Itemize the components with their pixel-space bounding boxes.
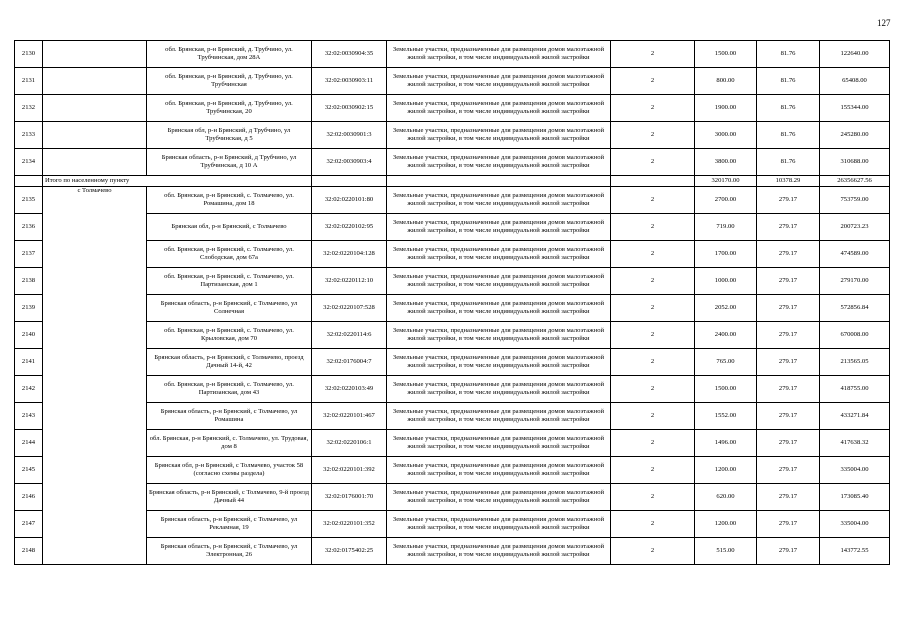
rate-cell: 279.17 [757, 187, 820, 214]
cadastral-value-cell: 418755.00 [820, 376, 890, 403]
cadastral-value-cell: 572856.84 [820, 295, 890, 322]
cadastral-number-cell: 32:02:0220112:10 [312, 268, 387, 295]
cadastral-value-cell: 122640.00 [820, 41, 890, 68]
subtotal-area: 320170.00 [695, 176, 757, 187]
cadastral-number-cell: 32:02:0030902:15 [312, 95, 387, 122]
area-cell: 620.00 [695, 484, 757, 511]
address-cell: обл. Брянская, р-н Брянский, д. Трубчино, ул. Трубчинская, дом 28А [147, 41, 312, 68]
area-cell: 1900.00 [695, 95, 757, 122]
cadastral-number-cell: 32:02:0220102:95 [312, 214, 387, 241]
row-number: 2140 [15, 322, 43, 349]
purpose-cell: Земельные участки, предназначенные для размещения домов малоэтажной жилой застройки, в том числе индивидуальной жилой застройки [387, 68, 611, 95]
rate-cell: 279.17 [757, 295, 820, 322]
subtotal-label: Итого по населенному пункту [43, 176, 312, 187]
row-number: 2139 [15, 295, 43, 322]
table-row [15, 538, 890, 565]
subtotal-empty-cell [15, 176, 43, 187]
purpose-cell: Земельные участки, предназначенные для размещения домов малоэтажной жилой застройки, в том числе индивидуальной жилой застройки [387, 295, 611, 322]
cadastral-value-cell: 65408.00 [820, 68, 890, 95]
rate-cell: 279.17 [757, 268, 820, 295]
address-cell: обл. Брянская, р-н Брянский, с. Толмачево, ул. Крыловская, дом 70 [147, 322, 312, 349]
rate-cell: 279.17 [757, 484, 820, 511]
table-row [15, 187, 890, 214]
area-cell: 719.00 [695, 214, 757, 241]
subtotal-value: 26356627.56 [820, 176, 890, 187]
row-number: 2133 [15, 122, 43, 149]
purpose-cell: Земельные участки, предназначенные для размещения домов малоэтажной жилой застройки, в том числе индивидуальной жилой застройки [387, 95, 611, 122]
cadastral-value-cell: 279170.00 [820, 268, 890, 295]
table-row [15, 484, 890, 511]
area-cell: 2700.00 [695, 187, 757, 214]
address-cell: Брянская область, р-н Брянский, с Толмачево, 9-й проезд Дачный 44 [147, 484, 312, 511]
settlement-cell [43, 122, 147, 149]
cadastral-number-cell: 32:02:0220103:49 [312, 376, 387, 403]
row-number: 2142 [15, 376, 43, 403]
cadastral-value-cell: 433271.84 [820, 403, 890, 430]
category-cell: 2 [611, 149, 695, 176]
cadastral-number-cell: 32:02:0176001:70 [312, 484, 387, 511]
cadastral-value-cell: 213565.05 [820, 349, 890, 376]
address-cell: Брянская область, р-н Брянский, с Толмачево, ул Ромашина [147, 403, 312, 430]
address-cell: Брянская область, р-н Брянский, д Трубчино, ул Трубчинская, д 10 А [147, 149, 312, 176]
category-cell: 2 [611, 122, 695, 149]
rate-cell: 81.76 [757, 149, 820, 176]
category-cell: 2 [611, 538, 695, 565]
cadastral-number-cell: 32:02:0220106:1 [312, 430, 387, 457]
purpose-cell: Земельные участки, предназначенные для размещения домов малоэтажной жилой застройки, в том числе индивидуальной жилой застройки [387, 41, 611, 68]
area-cell: 1200.00 [695, 457, 757, 484]
row-number: 2146 [15, 484, 43, 511]
purpose-cell: Земельные участки, предназначенные для размещения домов малоэтажной жилой застройки, в том числе индивидуальной жилой застройки [387, 149, 611, 176]
area-cell: 765.00 [695, 349, 757, 376]
purpose-cell: Земельные участки, предназначенные для размещения домов малоэтажной жилой застройки, в том числе индивидуальной жилой застройки [387, 349, 611, 376]
table-row [15, 41, 890, 68]
category-cell: 2 [611, 511, 695, 538]
subtotal-empty-cell [387, 176, 611, 187]
purpose-cell: Земельные участки, предназначенные для размещения домов малоэтажной жилой застройки, в том числе индивидуальной жилой застройки [387, 376, 611, 403]
area-cell: 3800.00 [695, 149, 757, 176]
purpose-cell: Земельные участки, предназначенные для размещения домов малоэтажной жилой застройки, в том числе индивидуальной жилой застройки [387, 122, 611, 149]
cadastral-value-cell: 335004.00 [820, 511, 890, 538]
address-cell: обл. Брянская, р-н Брянский, с. Толмачево, ул. Слободская, дом 67а [147, 241, 312, 268]
cadastral-number-cell: 32:02:0220101:352 [312, 511, 387, 538]
row-number: 2135 [15, 187, 43, 214]
table-row [15, 457, 890, 484]
purpose-cell: Земельные участки, предназначенные для размещения домов малоэтажной жилой застройки, в том числе индивидуальной жилой застройки [387, 214, 611, 241]
table-row [15, 241, 890, 268]
rate-cell: 279.17 [757, 214, 820, 241]
purpose-cell: Земельные участки, предназначенные для размещения домов малоэтажной жилой застройки, в том числе индивидуальной жилой застройки [387, 457, 611, 484]
rate-cell: 81.76 [757, 41, 820, 68]
area-cell: 2052.00 [695, 295, 757, 322]
address-cell: обл. Брянская, р-н Брянский, с. Толмачево, ул. Партизанская, дом 43 [147, 376, 312, 403]
category-cell: 2 [611, 403, 695, 430]
area-cell: 1700.00 [695, 241, 757, 268]
cadastral-number-cell: 32:02:0220107:528 [312, 295, 387, 322]
cadastral-value-cell: 335004.00 [820, 457, 890, 484]
category-cell: 2 [611, 187, 695, 214]
address-cell: обл. Брянская, р-н Брянский, д. Трубчино, ул. Трубчинская, 20 [147, 95, 312, 122]
row-number: 2145 [15, 457, 43, 484]
purpose-cell: Земельные участки, предназначенные для размещения домов малоэтажной жилой застройки, в том числе индивидуальной жилой застройки [387, 484, 611, 511]
address-cell: Брянская обл, р-н Брянский, д Трубчино, ул Трубчинская, д 5 [147, 122, 312, 149]
table-row [15, 68, 890, 95]
address-cell: Брянская обл, р-н Брянский, с Толмачево, участок 58 (согласно схемы раздела) [147, 457, 312, 484]
category-cell: 2 [611, 430, 695, 457]
cadastral-value-cell: 670008.00 [820, 322, 890, 349]
row-number: 2143 [15, 403, 43, 430]
settlement-cell [43, 41, 147, 68]
cadastral-value-cell: 474589.00 [820, 241, 890, 268]
table-row [15, 268, 890, 295]
cadastral-number-cell: 32:02:0220101:392 [312, 457, 387, 484]
rate-cell: 279.17 [757, 511, 820, 538]
area-cell: 515.00 [695, 538, 757, 565]
table-row [15, 149, 890, 176]
address-cell: обл. Брянская, р-н Брянский, д. Трубчино, ул. Трубчинская [147, 68, 312, 95]
category-cell: 2 [611, 95, 695, 122]
category-cell: 2 [611, 41, 695, 68]
row-number: 2130 [15, 41, 43, 68]
category-cell: 2 [611, 349, 695, 376]
rate-cell: 279.17 [757, 376, 820, 403]
category-cell: 2 [611, 214, 695, 241]
table-row [15, 322, 890, 349]
table-row [15, 214, 890, 241]
row-number: 2131 [15, 68, 43, 95]
address-cell: Брянская область, р-н Брянский, с Толмачево, ул Рекламная, 19 [147, 511, 312, 538]
row-number: 2132 [15, 95, 43, 122]
purpose-cell: Земельные участки, предназначенные для размещения домов малоэтажной жилой застройки, в том числе индивидуальной жилой застройки [387, 187, 611, 214]
cadastral-number-cell: 32:02:0030901:3 [312, 122, 387, 149]
cadastral-number-cell: 32:02:0220114:6 [312, 322, 387, 349]
cadastral-number-cell: 32:02:0176004:7 [312, 349, 387, 376]
category-cell: 2 [611, 484, 695, 511]
address-cell: Брянская обл, р-н Брянский, с Толмачево [147, 214, 312, 241]
cadastral-value-cell: 173085.40 [820, 484, 890, 511]
land-plots-table [14, 40, 890, 565]
category-cell: 2 [611, 376, 695, 403]
subtotal-empty-cell [312, 176, 387, 187]
cadastral-value-cell: 245280.00 [820, 122, 890, 149]
cadastral-number-cell: 32:02:0220101:80 [312, 187, 387, 214]
row-number: 2148 [15, 538, 43, 565]
row-number: 2137 [15, 241, 43, 268]
subtotal-row [15, 176, 890, 187]
row-number: 2138 [15, 268, 43, 295]
rate-cell: 81.76 [757, 122, 820, 149]
row-number: 2136 [15, 214, 43, 241]
area-cell: 1496.00 [695, 430, 757, 457]
subtotal-empty-cell [611, 176, 695, 187]
purpose-cell: Земельные участки, предназначенные для размещения домов малоэтажной жилой застройки, в том числе индивидуальной жилой застройки [387, 268, 611, 295]
area-cell: 1552.00 [695, 403, 757, 430]
cadastral-number-cell: 32:02:0220104:128 [312, 241, 387, 268]
row-number: 2141 [15, 349, 43, 376]
area-cell: 800.00 [695, 68, 757, 95]
cadastral-number-cell: 32:02:0220101:467 [312, 403, 387, 430]
page-number: 127 [877, 18, 891, 28]
address-cell: обл. Брянская, р-н Брянский, с. Толмачево, ул. Ромашина, дом 18 [147, 187, 312, 214]
cadastral-number-cell: 32:02:0030903:11 [312, 68, 387, 95]
purpose-cell: Земельные участки, предназначенные для размещения домов малоэтажной жилой застройки, в том числе индивидуальной жилой застройки [387, 538, 611, 565]
rate-cell: 81.76 [757, 95, 820, 122]
purpose-cell: Земельные участки, предназначенные для размещения домов малоэтажной жилой застройки, в том числе индивидуальной жилой застройки [387, 430, 611, 457]
area-cell: 1200.00 [695, 511, 757, 538]
table-row [15, 349, 890, 376]
cadastral-value-cell: 310688.00 [820, 149, 890, 176]
address-cell: Брянская область, р-н Брянский, с Толмачево, ул Солнечная [147, 295, 312, 322]
category-cell: 2 [611, 268, 695, 295]
settlement-name: с Толмачево [43, 187, 147, 565]
address-cell: Брянская область, р-н Брянский, с Толмачево, ул Электронная, 26 [147, 538, 312, 565]
rate-cell: 279.17 [757, 241, 820, 268]
cadastral-value-cell: 753759.00 [820, 187, 890, 214]
category-cell: 2 [611, 457, 695, 484]
table-row [15, 430, 890, 457]
table-row [15, 95, 890, 122]
settlement-cell [43, 95, 147, 122]
row-number: 2134 [15, 149, 43, 176]
area-cell: 1500.00 [695, 376, 757, 403]
category-cell: 2 [611, 322, 695, 349]
cadastral-value-cell: 200723.23 [820, 214, 890, 241]
table-row [15, 376, 890, 403]
area-cell: 2400.00 [695, 322, 757, 349]
rate-cell: 279.17 [757, 538, 820, 565]
table-row [15, 403, 890, 430]
area-cell: 3000.00 [695, 122, 757, 149]
table-row [15, 122, 890, 149]
row-number: 2147 [15, 511, 43, 538]
cadastral-number-cell: 32:02:0030903:4 [312, 149, 387, 176]
table-row [15, 511, 890, 538]
cadastral-value-cell: 155344.00 [820, 95, 890, 122]
table-row [15, 295, 890, 322]
rate-cell: 81.76 [757, 68, 820, 95]
rate-cell: 279.17 [757, 349, 820, 376]
category-cell: 2 [611, 68, 695, 95]
address-cell: обл. Брянская, р-н Брянский, с. Толмачево, ул. Трудовая, дом 8 [147, 430, 312, 457]
cadastral-number-cell: 32:02:0030904:35 [312, 41, 387, 68]
purpose-cell: Земельные участки, предназначенные для размещения домов малоэтажной жилой застройки, в том числе индивидуальной жилой застройки [387, 241, 611, 268]
address-cell: Брянская область, р-н Брянский, с Толмачево, проезд Дачный 14-й, 42 [147, 349, 312, 376]
rate-cell: 279.17 [757, 403, 820, 430]
address-cell: обл. Брянская, р-н Брянский, с. Толмачево, ул. Партизанская, дом 1 [147, 268, 312, 295]
purpose-cell: Земельные участки, предназначенные для размещения домов малоэтажной жилой застройки, в том числе индивидуальной жилой застройки [387, 511, 611, 538]
cadastral-value-cell: 417638.32 [820, 430, 890, 457]
settlement-cell [43, 68, 147, 95]
area-cell: 1000.00 [695, 268, 757, 295]
rate-cell: 279.17 [757, 322, 820, 349]
area-cell: 1500.00 [695, 41, 757, 68]
category-cell: 2 [611, 241, 695, 268]
purpose-cell: Земельные участки, предназначенные для размещения домов малоэтажной жилой застройки, в том числе индивидуальной жилой застройки [387, 322, 611, 349]
row-number: 2144 [15, 430, 43, 457]
settlement-cell [43, 149, 147, 176]
purpose-cell: Земельные участки, предназначенные для размещения домов малоэтажной жилой застройки, в том числе индивидуальной жилой застройки [387, 403, 611, 430]
cadastral-value-cell: 143772.55 [820, 538, 890, 565]
category-cell: 2 [611, 295, 695, 322]
rate-cell: 279.17 [757, 430, 820, 457]
cadastral-number-cell: 32:02:0175402:25 [312, 538, 387, 565]
subtotal-rate: 10378.29 [757, 176, 820, 187]
rate-cell: 279.17 [757, 457, 820, 484]
